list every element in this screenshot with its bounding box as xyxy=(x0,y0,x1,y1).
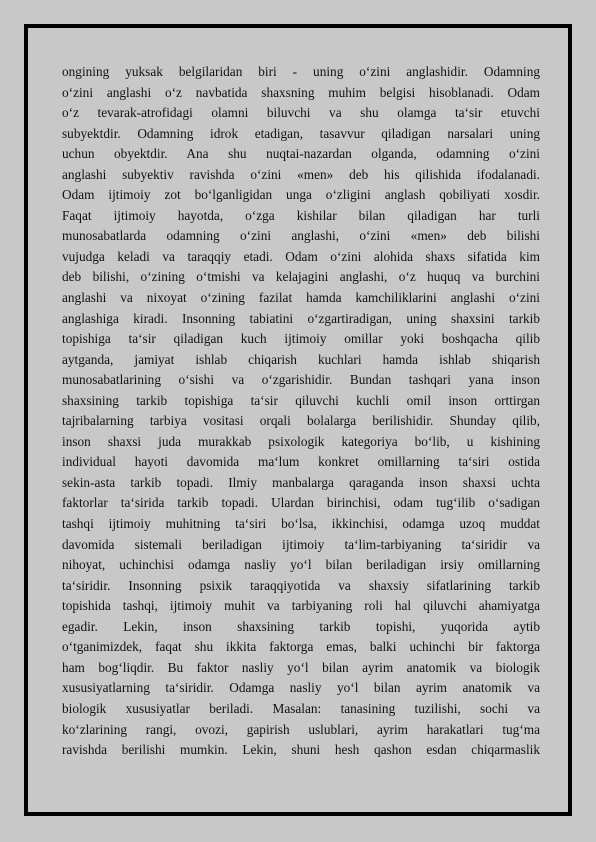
text-line: davomida sistemali beriladigan ijtimoiy ta‘lim-tarbiyaning ta‘siridir va xyxy=(62,536,540,552)
text-line: subyektdir. Odamning idrok etadigan, tasavvur qiladigan narsalari uning xyxy=(62,125,540,141)
text-line: uchun obyektdir. Ana shu nuqtai-nazardan olganda, odamning o‘zini xyxy=(62,146,540,162)
text-line: xususiyatlarning ta‘siridir. Odamga nasliy yo‘l bilan ayrim anatomik va xyxy=(62,680,540,696)
text-line: deb bilishi, o‘zining o‘tmishi va kelajagini anglashi, o‘z huquq va burchini xyxy=(62,269,540,285)
text-line: inson shaxsi juda murakkab psixologik kategoriya bo‘lib, u kishining xyxy=(62,433,540,449)
text-line: anglashiga kiradi. Insonning tabiatini o‘zgartiradigan, uning shaxsini tarkib xyxy=(62,310,540,326)
text-line: ham bog‘liqdir. Bu faktor nasliy yo‘l bilan ayrim anatomik va biologik xyxy=(62,659,540,675)
text-line: ta‘siridir. Insonning psixik taraqqiyotida va shaxsiy sifatlarining tarkib xyxy=(62,577,540,593)
text-line: biologik xususiyatlar beriladi. Masalan: tanasining tuzilishi, sochi va xyxy=(62,700,540,716)
text-line: topishida tashqi, ijtimoiy muhit va tarbiyaning roli hal qiluvchi ahamiyatga xyxy=(62,598,540,614)
text-line: munosabatlarining o‘sishi va o‘zgarishidir. Bundan tashqari yana inson xyxy=(62,372,540,388)
text-line: Faqat ijtimoiy hayotda, o‘zga kishilar bilan qiladigan har turli xyxy=(62,207,540,223)
text-line: tashqi ijtimoiy muhitning ta‘siri bo‘lsa, ikkinchisi, odamga uzoq muddat xyxy=(62,516,540,532)
text-line: aytganda, jamiyat ishlab chiqarish kuchlari hamda ishlab shiqarish xyxy=(62,351,540,367)
text-line: ongining yuksak belgilaridan biri - uning o‘zini anglashidir. Odamning xyxy=(62,64,540,79)
text-line: o‘zini anglashi o‘z navbatida shaxsning muhim belgisi hisoblanadi. Odam xyxy=(62,84,540,100)
text-line: shaxsining tarkib topishiga ta‘sir qiluvchi kuchli omil inson orttirgan xyxy=(62,392,540,408)
text-line: o‘z tevarak-atrofidagi olamni biluvchi va shu olamga ta‘sir etuvchi xyxy=(62,105,540,121)
body-text xyxy=(62,62,540,761)
text-line: sekin-asta tarkib topadi. Ilmiy manbalarga qaraganda inson shaxsi uchta xyxy=(62,474,540,490)
text-line: anglashi va nixoyat o‘zining fazilat hamda kamchiliklarini anglashi o‘zini xyxy=(62,290,540,306)
text-line: tajribalarning tarbiya vositasi orqali bolalarga berilishidir. Shunday qilib, xyxy=(62,413,540,429)
text-line: ravishda berilishi mumkin. Lekin, shuni hesh qashon esdan chiqarmaslik xyxy=(62,742,540,758)
text-line: individual hayoti davomida ma‘lum konkret omillarning ta‘siri ostida xyxy=(62,454,540,470)
text-line: munosabatlarda odamning o‘zini anglashi, o‘zini «men» deb bilishi xyxy=(62,228,540,244)
text-line: o‘tganimizdek, faqat shu ikkita faktorga emas, balki uchinchi bir faktorga xyxy=(62,639,540,655)
text-line: anglashi subyektiv ravishda o‘zini «men» deb his qilishida ifodalanadi. xyxy=(62,166,540,182)
text-line: egadir. Lekin, inson shaxsining tarkib topishi, yuqorida aytib xyxy=(62,618,540,634)
text-line: topishiga ta‘sir qiladigan kuch ijtimoiy omillar yoki boshqacha qilib xyxy=(62,331,540,347)
text-line: ko‘zlarining rangi, ovozi, gapirish uslublari, ayrim harakatlari tug‘ma xyxy=(62,721,540,737)
text-line: vujudga keladi va taraqqiy etadi. Odam o‘zini alohida shaxs sifatida kim xyxy=(62,248,540,264)
text-line: nihoyat, uchinchisi odamga nasliy yo‘l bilan beriladigan irsiy omillarning xyxy=(62,557,540,573)
page-frame xyxy=(24,24,572,816)
text-line: faktorlar ta‘sirida tarkib topadi. Ulardan birinchisi, odam tug‘ilib o‘sadigan xyxy=(62,495,540,511)
text-line: Odam ijtimoiy zot bo‘lganligidan unga o‘zligini anglash qobiliyati xosdir. xyxy=(62,187,540,203)
